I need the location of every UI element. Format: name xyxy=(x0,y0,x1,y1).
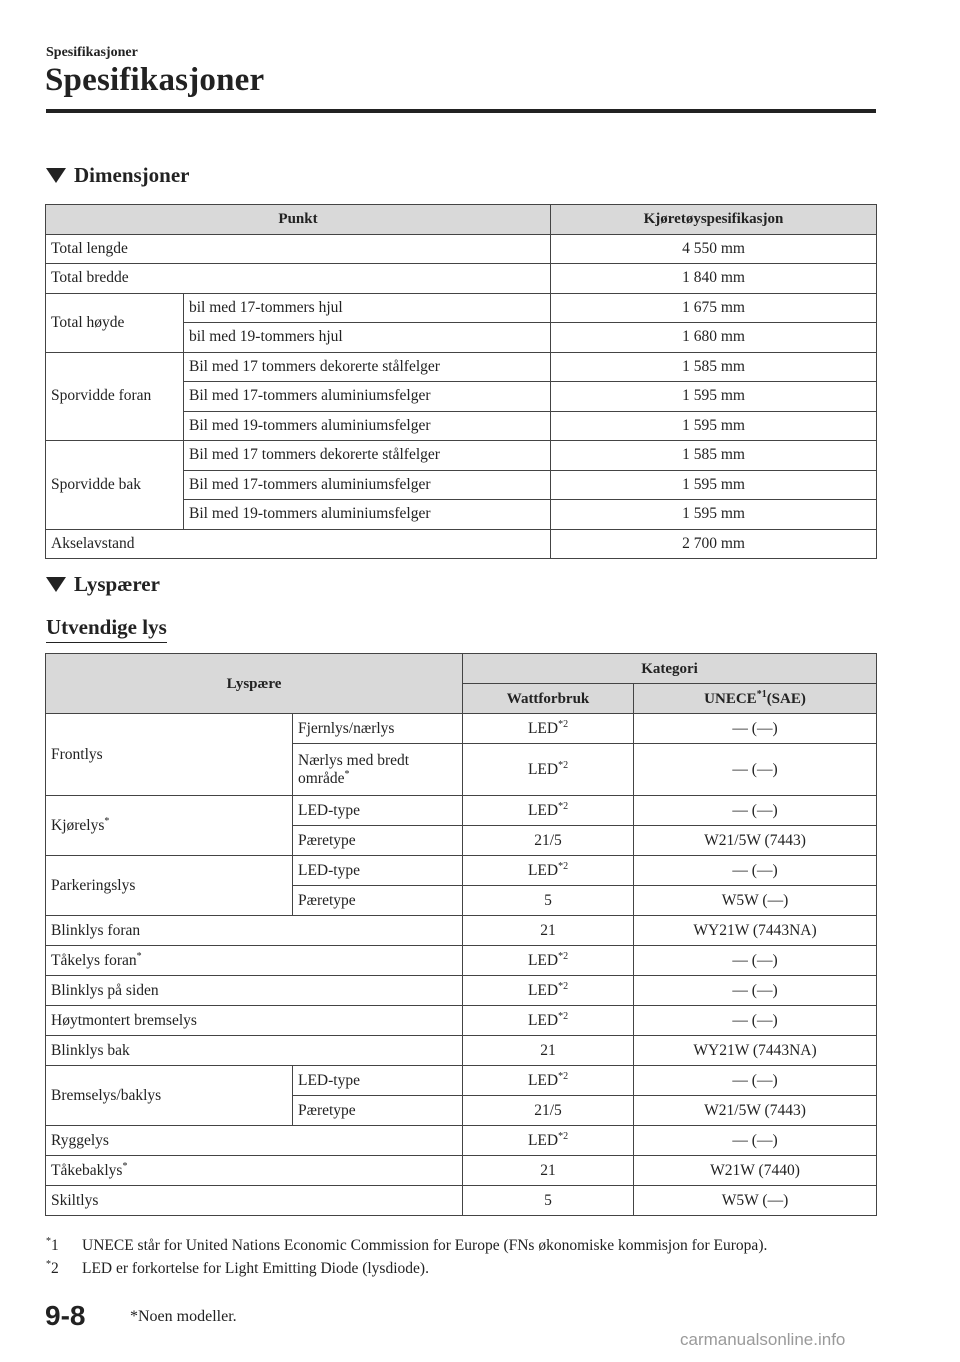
row-value: 1 595 mm xyxy=(551,470,877,500)
row-value: 1 585 mm xyxy=(551,352,877,382)
footnote-2: *2 LED er forkortelse for Light Emitting Diode (lysdiode). xyxy=(46,1259,429,1277)
group-label: Total høyde xyxy=(46,293,184,352)
row-value: 1 595 mm xyxy=(551,411,877,441)
row-value: 1 675 mm xyxy=(551,293,877,323)
table-row xyxy=(46,916,877,946)
header-rule xyxy=(46,109,876,113)
table-row xyxy=(46,264,877,294)
row-watt: 21/5 xyxy=(463,826,634,856)
row-label: Total lengde xyxy=(46,234,551,264)
row-label: Bil med 17 tommers dekorerte stålfelger xyxy=(184,352,551,382)
row-watt: LED$^{*2}$ xyxy=(463,1006,634,1036)
table-row xyxy=(46,1066,877,1096)
footer-note: *Noen modeller. xyxy=(130,1308,237,1325)
triangle-icon xyxy=(46,577,66,592)
row-watt: LED$^{*2}$ xyxy=(463,946,634,976)
table-row xyxy=(46,856,877,886)
group-label: Frontlys xyxy=(46,714,293,796)
row-category: — (—) xyxy=(634,1126,877,1156)
page-number: 9-8 xyxy=(45,1300,86,1331)
row-label: Blinklys på siden xyxy=(46,976,463,1006)
row-watt: 5 xyxy=(463,886,634,916)
table-header-row xyxy=(46,654,877,684)
row-watt: 21 xyxy=(463,916,634,946)
row-category: WY21W (7443NA) xyxy=(634,1036,877,1066)
running-header: Spesifikasjoner xyxy=(46,45,138,60)
row-label: Total bredde xyxy=(46,264,551,294)
group-label: Parkeringslys xyxy=(46,856,293,916)
row-label: Akselavstand xyxy=(46,529,551,559)
table-row xyxy=(46,234,877,264)
row-label: Blinklys bak xyxy=(46,1036,463,1066)
row-label: Nærlys med bredt område* xyxy=(293,744,463,796)
row-label: Pæretype xyxy=(293,886,463,916)
row-category: W21W (7440) xyxy=(634,1156,877,1186)
row-label: bil med 19-tommers hjul xyxy=(184,323,551,353)
col-header-watt: Wattforbruk xyxy=(463,684,634,714)
row-value: 1 595 mm xyxy=(551,382,877,412)
table-row xyxy=(46,1036,877,1066)
row-watt: LED$^{*2}$ xyxy=(463,976,634,1006)
row-watt: LED$^{*2}$ xyxy=(463,744,634,796)
row-category: — (—) xyxy=(634,1006,877,1036)
table-row xyxy=(46,1186,877,1216)
row-value: 1 595 mm xyxy=(551,500,877,530)
row-watt: 21 xyxy=(463,1156,634,1186)
footnote-1: *1 UNECE står for United Nations Economic Commission for Europe (FNs økonomiske kommisjon for Europa). xyxy=(46,1236,768,1254)
table-row xyxy=(46,1006,877,1036)
row-label: LED-type xyxy=(293,796,463,826)
group-label: Kjørelys* xyxy=(46,796,293,856)
col-header-unece: UNECE$^{*1}$(SAE) xyxy=(634,684,877,714)
row-watt: LED$^{*2}$ xyxy=(463,1066,634,1096)
row-value: 1 840 mm xyxy=(551,264,877,294)
table-row xyxy=(46,441,877,471)
col-header-bulb: Lyspære xyxy=(46,654,463,714)
row-category: — (—) xyxy=(634,946,877,976)
table-row xyxy=(46,293,877,323)
row-label: bil med 17-tommers hjul xyxy=(184,293,551,323)
row-category: W21/5W (7443) xyxy=(634,1096,877,1126)
row-category: — (—) xyxy=(634,714,877,744)
col-header-spec: Kjøretøyspesifikasjon xyxy=(551,205,877,235)
row-category: — (—) xyxy=(634,744,877,796)
triangle-icon xyxy=(46,168,66,183)
row-label: Bil med 19-tommers aluminiumsfelger xyxy=(184,411,551,441)
row-label: Bil med 17-tommers aluminiumsfelger xyxy=(184,470,551,500)
row-value: 1 585 mm xyxy=(551,441,877,471)
table-row xyxy=(46,796,877,826)
row-label: Tåkelys foran* xyxy=(46,946,463,976)
bulbs-table xyxy=(45,653,877,1216)
row-label: Bil med 17 tommers dekorerte stålfelger xyxy=(184,441,551,471)
row-label: Tåkebaklys* xyxy=(46,1156,463,1186)
row-label: Bil med 19-tommers aluminiumsfelger xyxy=(184,500,551,530)
row-value: 2 700 mm xyxy=(551,529,877,559)
chapter-title: Spesifikasjoner xyxy=(45,62,265,98)
row-category: — (—) xyxy=(634,976,877,1006)
table-row xyxy=(46,1126,877,1156)
row-label: Høytmontert bremselys xyxy=(46,1006,463,1036)
row-label: Pæretype xyxy=(293,826,463,856)
row-watt: 21 xyxy=(463,1036,634,1066)
table-row xyxy=(46,946,877,976)
row-value: 1 680 mm xyxy=(551,323,877,353)
dimensions-heading: Dimensjoner xyxy=(46,163,189,188)
row-watt: LED$^{*2}$ xyxy=(463,856,634,886)
row-category: WY21W (7443NA) xyxy=(634,916,877,946)
table-header-row xyxy=(46,205,877,235)
bulbs-heading: Lyspærer xyxy=(46,572,160,597)
row-watt: LED$^{*2}$ xyxy=(463,1126,634,1156)
table-row xyxy=(46,714,877,744)
row-watt: 21/5 xyxy=(463,1096,634,1126)
row-label: LED-type xyxy=(293,856,463,886)
row-category: — (—) xyxy=(634,1066,877,1096)
exterior-lights-subheading: Utvendige lys xyxy=(46,615,167,643)
watermark: carmanualsonline.info xyxy=(680,1330,846,1349)
table-row xyxy=(46,976,877,1006)
row-label: Skiltlys xyxy=(46,1186,463,1216)
table-row xyxy=(46,529,877,559)
dimensions-table xyxy=(45,204,877,559)
row-category: — (—) xyxy=(634,796,877,826)
row-label: LED-type xyxy=(293,1066,463,1096)
row-category: W5W (—) xyxy=(634,1186,877,1216)
row-label: Ryggelys xyxy=(46,1126,463,1156)
row-category: W21/5W (7443) xyxy=(634,826,877,856)
row-value: 4 550 mm xyxy=(551,234,877,264)
row-watt: 5 xyxy=(463,1186,634,1216)
row-category: W5W (—) xyxy=(634,886,877,916)
row-label: Fjernlys/nærlys xyxy=(293,714,463,744)
row-label: Blinklys foran xyxy=(46,916,463,946)
group-label: Sporvidde foran xyxy=(46,352,184,441)
group-label: Sporvidde bak xyxy=(46,441,184,530)
group-label: Bremselys/baklys xyxy=(46,1066,293,1126)
row-watt: LED$^{*2}$ xyxy=(463,714,634,744)
col-header-category: Kategori xyxy=(463,654,877,684)
row-watt: LED$^{*2}$ xyxy=(463,796,634,826)
row-label: Pæretype xyxy=(293,1096,463,1126)
table-row xyxy=(46,352,877,382)
table-row xyxy=(46,1156,877,1186)
col-header-item: Punkt xyxy=(46,205,551,235)
row-category: — (—) xyxy=(634,856,877,886)
row-label: Bil med 17-tommers aluminiumsfelger xyxy=(184,382,551,412)
